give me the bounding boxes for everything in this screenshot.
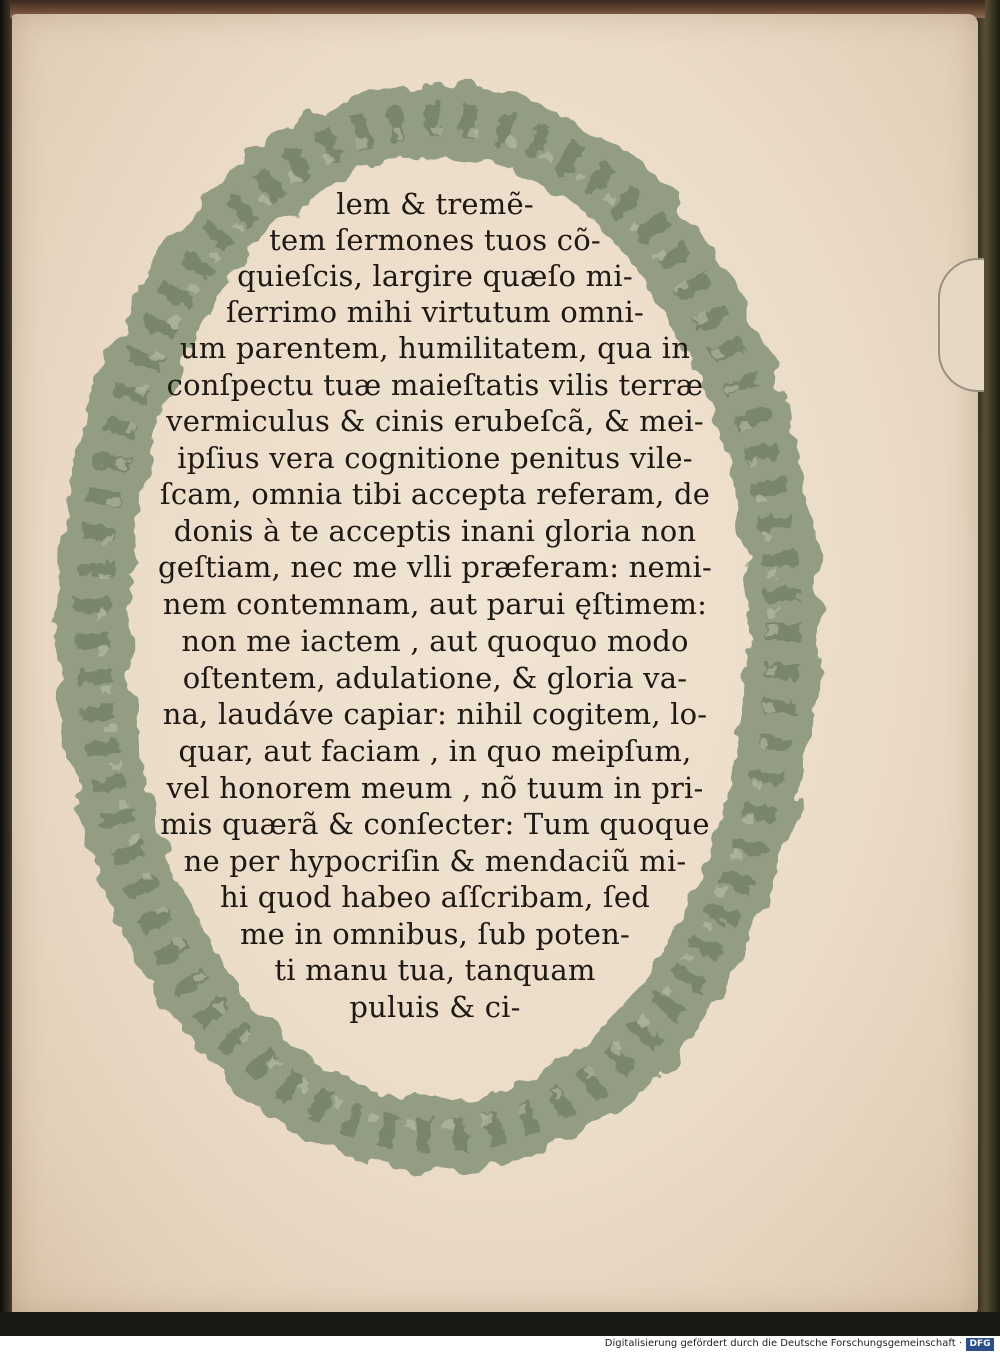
text-line: ipſius vera cognitione penitus vile- — [177, 441, 693, 475]
text-line: quieſcis, largire quæſo mi- — [237, 259, 633, 293]
text-line: nem contemnam, aut parui ęſtimem: — [162, 587, 708, 621]
text-line: lem & tremẽ- — [336, 187, 534, 221]
latin-prayer-text — [135, 186, 735, 1086]
text-line: tem ſermones tuos cõ- — [269, 223, 601, 257]
text-line: me in omnibus, ſub poten- — [239, 917, 631, 951]
text-line: ſcam, omnia tibi accepta referam, de — [159, 477, 711, 511]
text-line: puluis & ci- — [349, 990, 521, 1024]
text-line: quar, aut faciam , in quo meipſum, — [178, 734, 692, 768]
text-line: non me iactem , aut quoquo modo — [181, 624, 689, 658]
digitization-footer — [0, 1336, 1000, 1354]
text-line: mis quærã & conſecter: Tum quoque — [160, 807, 710, 841]
text-line: um parentem, humilitatem, qua in — [179, 331, 691, 365]
text-line: vermiculus & cinis erubeſcã, & mei- — [166, 404, 704, 438]
text-line: ne per hypocriſin & mendaciũ mi- — [183, 844, 687, 878]
text-line: geſtiam, nec me vlli præferam: nemi- — [157, 550, 713, 584]
text-line: ti manu tua, tanquam — [274, 953, 596, 987]
text-line: oſtentem, adulatione, & gloria va- — [182, 661, 688, 695]
funding-credit-text: Digitalisierung gefördert durch die Deutsche Forschungsgemeinschaft · — [604, 1338, 962, 1349]
text-line: ſerrimo mihi virtutum omni- — [225, 295, 645, 329]
text-line: conſpectu tuæ maieſtatis vilis terræ — [166, 368, 704, 402]
dfg-logo-icon: DFG — [966, 1338, 994, 1351]
scan-bottom-edge — [0, 1312, 1000, 1336]
text-line: donis à te acceptis inani gloria non — [173, 514, 697, 548]
text-line: hi quod habeo aſſcribam, ſed — [219, 880, 650, 914]
text-line: na, laudáve capiar: nihil cogitem, lo- — [162, 697, 708, 731]
text-line: vel honorem meum , nõ tuum in pri- — [166, 771, 704, 805]
